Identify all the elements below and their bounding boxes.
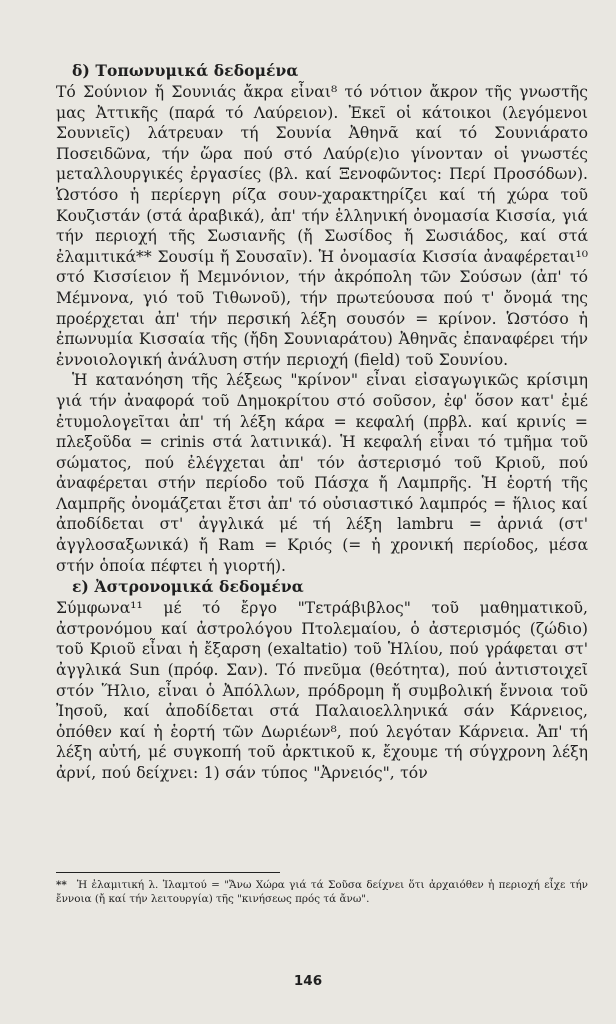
footnote-text: Ἡ ἐλαμιτική λ. Ἰλαμτού = "Ἄνω Χώρα γιά τά Σοῦσα δείχνει ὅτι ἀρχαιόθεν ἡ περιοχή εἶχε τήν ἔννοια (ἤ καί τήν λειτουργία) τῆς "κινήσεως πρός τά ἄνω". [56,879,588,905]
footnote [56,878,588,906]
paragraph-sounion: Τό Σούνιον ἤ Σουνιάς ἄκρα εἶναι⁸ τό νότιον ἄκρον τῆς γνωστῆς μας Ἀττικῆς (παρά τό Λαύρειον). Ἐκεῖ οἱ κάτοικοι (λεγόμενοι Σουνιεῖς) λάτρευαν τή Σουνία Ἀθηνᾶ καί τό Σουνιάρατο Ποσειδῶνα, τήν ὥρα πού στό Λαύρ(ε)ιο γίνονταν οἱ γνωστές μεταλλουργικές ἐργασίες (βλ. καί Ξενοφῶντος: Περί Προσόδων). Ὡστόσο ἡ περίεργη ρίζα σουν-χαρακτηρίζει καί τή χώρα τοῦ Κουζιστάν (στά ἀραβικά), ἀπ' τήν ἑλληνική ὀνομασία Κισσία, γιά τήν περιοχή τῆς Σωσιανῆς (ἤ Σωσίδος ἤ Σωσιάδος, καί στά ἐλαμιτικά** Σουσίμ ἤ Σουσαῖν). Ἡ ὀνομασία Κισσία ἀναφέρεται¹⁰ στό Κισσίειον ἤ Μεμνόνιον, τήν ἀκρόπολη τῶν Σούσων (ἀπ' τό Μέμνονα, γιό τοῦ Τιθωνοῦ), τήν πρωτεύουσα πού τ' ὄνομά της προέρχεται ἀπ' τήν περσική λέξη σουσόν = κρίνον. Ὡστόσο ἡ ἐπωνυμία Κισσαία τῆς (ἤδη Σουνιαράτου) Ἀθηνᾶς ἐπαναφέρει τήν ἐννοιολογική ἀνάλυση στήν περιοχή (field) τοῦ Σουνίου. [56,83,588,369]
footnote-marker: ** [56,879,67,891]
section-heading-toponymic: δ) Τοπωνυμικά δεδομένα [72,61,299,80]
paragraph-krinon: Ἡ κατανόηση τῆς λέξεως "κρίνον" εἶναι εἰσαγωγικῶς κρίσιμη γιά τήν ἀναφορά τοῦ Δημοκρίτου στό σοῦσον, ἐφ' ὅσον κατ' ἐμέ ἐτυμολογεῖται ἀπ' τή λέξη κάρα = κεφαλή (πρβλ. καί κρινίς = πλεξοῦδα = crinis στά λατινικά). Ἡ κεφαλή εἶναι τό τμῆμα τοῦ σώματος, πού ἐλέγχεται ἀπ' τόν ἀστερισμό τοῦ Κριοῦ, πού ἀναφέρεται στήν περίοδο τοῦ Πάσχα ἤ Λαμπρῆς. Ἡ ἑορτή τῆς Λαμπρῆς ὀνομάζεται ἔτσι ἀπ' τό οὐσιαστικό λαμπρός = ἥλιος καί ἀποδίδεται στ' ἀγγλικά μέ τή λέξη lambru = ἀρνιά (στ' ἀγγλοσαξωνικά) ἤ Ram = Κριός (= ἡ χρονική περίοδος, μέσα στήν ὁποία πέφτει ἡ γιορτή). [56,371,588,575]
page-number: 146 [293,973,323,989]
paragraph-tetrabiblos: Σύμφωνα¹¹ μέ τό ἔργο "Τετράβιβλος" τοῦ μαθηματικοῦ, ἀστρονόμου καί ἀστρολόγου Πτολεμαίου, ὁ ἀστερισμός (ζώδιο) τοῦ Κριοῦ εἶναι ἡ ἔξαρση (exaltatio) τοῦ Ἡλίου, πού γράφεται στ' ἀγγλικά Sun (πρόφ. Σαν). Τό πνεῦμα (θεότητα), πού ἀντιστοιχεῖ στόν Ἥλιο, εἶναι ὁ Ἀπόλλων, πρόδρομη ἤ συμβολική ἔννοια τοῦ Ἰησοῦ, καί ἀποδίδεται στά Παλαιοελληνικά σάν Κάρνειος, ὁπόθεν καί ἡ ἑορτή τῶν Δωριέων⁸, πού λεγόταν Κάρνεια. Ἀπ' τή λέξη αὐτή, μέ συγκοπή τοῦ ἀρκτικοῦ κ, ἔχουμε τή σύγχρονη λέξη ἀρνί, πού δείχνει: 1) σάν τύπος "Ἀρνειός", τόν [56,599,588,782]
section-heading-astronomical: ε) Ἀστρονομικά δεδομένα [72,577,304,597]
footnote-divider [56,872,280,873]
